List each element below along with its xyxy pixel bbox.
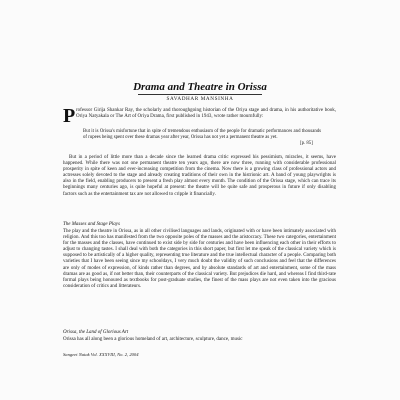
journal-footer: Sangeet Natak Vol. XXXVIII, No. 2, 2004 xyxy=(63,352,139,357)
body-paragraph-3: Orissa has all along been a glorious homeland of art, architecture, sculpture, dance, music xyxy=(63,337,243,342)
subheading-masses: The Masses and Stage Plays xyxy=(63,222,120,227)
subheading-orissa-art: Orissa, the Land of Glorious Art xyxy=(63,330,129,335)
block-quote: But it is Orissa's misfortune that in spite of tremendous enthusiasm of the people for dramatic performances and thousands of rupees being spent over these dramas year after year, Orissa has not yet a permanent theatre as yet. xyxy=(83,129,321,140)
quote-reference: [p. 85] xyxy=(300,141,313,146)
intro-paragraph: rofessor Girija Shankar Ray, the scholarly and thoroughgoing historian of the Oriya stage and drama, in his authoritative book, Oriya Natyakala or The Art of Oriya Drama, first published in 1943, wrote rather mournfully: xyxy=(76,108,336,120)
title-underline xyxy=(138,94,262,95)
article-author: SAVADHAR MANSINHA xyxy=(166,96,234,102)
body-paragraph-2: The play and the theatre in Orissa, as in all other civilised languages and lands, originated with or have been intimately associated with religion. And this too has manifested from the two opposite poles of the masses and the aristocracy. These two categories, entertainment for the masses and the classes, have continued to exist side by side for centuries and have been influencing each other in their efforts to adjust to changing tastes. I shall deal with both the categories in this short paper, but first let me speak of the classical variety which is supposed to be artistically of a higher quality, representing true literature and the true intellectual character of a people. Comparing both varieties that I have been seeing since my schooldays, I very much doubt the validity of such conclusions and feel that the differences are only of modes of expression, of kinds rather than degrees, and by absolute standards of art and entertainment, some of the mass dramas are as good as, if not better than, their counterparts of the classical variety. But prejudices die hard, and whereas I find third-rate formal plays being honoured as textbooks for post-graduate studies, the finest of the mass plays are not even taken into the gracious consideration of critics and litterateurs. xyxy=(63,229,336,289)
body-paragraph-1: But in a period of little more than a decade since the learned drama critic expressed his pessimism, miracles, it seems, have happened. While there was not one permanent theatre ten years ago, there are now three, running with considerable professional prosperity in spite of keen and ever-increasing competition from the cinema. Now there is a growing class of professional actors and actresses solely devoted to the stage and already creating traditions of their own in the histrionic art. A band of young playwrights is also in the field, enabling producers to present a fresh play almost every month. The condition of the Orissa stage, which can trace its beginnings many centuries ago, is quite hopeful at present: the theatre will be quite safe and prosperous in future if only disabling factors such as the entertainment tax are not allowed to cripple it financially. xyxy=(63,155,336,197)
article-title: Drama and Theatre in Orissa xyxy=(133,81,267,93)
drop-cap: P xyxy=(63,105,76,127)
